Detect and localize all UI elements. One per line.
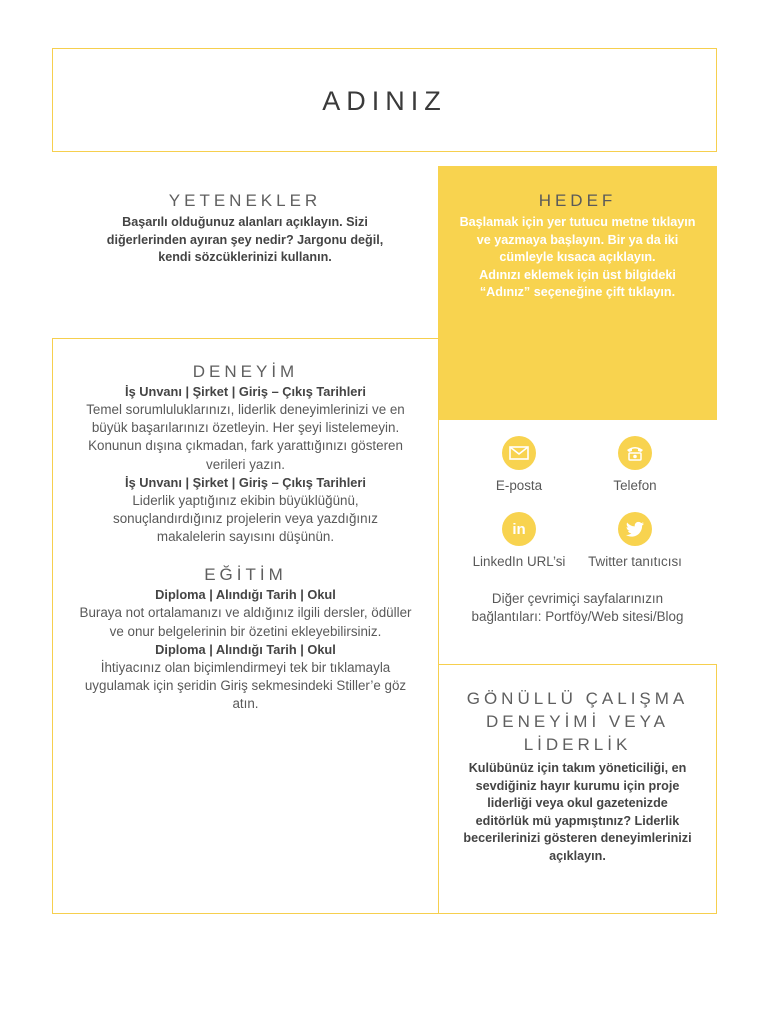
twitter-item[interactable] (570, 512, 700, 569)
objective-text-1[interactable]: Başlamak için yer tutucu metne tıklayın ve yazmaya başlayın. Bir ya da iki cümleyle kısaca açıklayın. (459, 215, 696, 264)
skills-text[interactable]: Başarılı olduğunuz alanları açıklayın. Sizi diğerlerinden ayıran şey nedir? Jargonu değil, kendi sözcüklerinizi kullanın. (106, 215, 384, 264)
email-label: E-posta (495, 478, 543, 493)
job-title[interactable]: İş Unvanı | Şirket | Giriş – Çıkış Tarihleri (125, 384, 366, 399)
job-description[interactable]: Temel sorumluluklarınızı, liderlik deneyimlerinizi ve en büyük başarılarınızı özetleyin. Her şeyi listelemeyin. Konunun dışına çıkmadan, fark yarattığınızı gösteren verileri yazın. (86, 402, 405, 472)
degree-title[interactable]: Diploma | Alındığı Tarih | Okul (155, 587, 336, 603)
twitter-icon (618, 512, 652, 546)
degree-description[interactable]: İhtiyacınız olan biçimlendirmeyi tek bir tıklamayla uygulamak için şeridin Giriş sekmesindeki Stiller’e göz atın. (84, 659, 407, 712)
objective-section (438, 166, 717, 420)
volunteer-text[interactable]: Kulübünüz için takım yöneticiliği, en sevdiğiniz hayır kurumu için proje liderliği veya okul gazetenizde editörlük mü yapmıştınız? Liderlik becerilerinizi gösteren deneyimlerinizi açıklayın. (463, 761, 692, 863)
objective-text-2[interactable]: Adınızı eklemek için üst bilgideki “Adınız” seçeneğine çift tıklayın. (479, 267, 676, 299)
skills-section (52, 166, 438, 336)
skills-heading: YETENEKLER (168, 191, 322, 210)
linkedin-icon: in (502, 512, 536, 546)
email-item[interactable] (454, 436, 584, 493)
job-description[interactable]: Liderlik yaptığınız ekibin büyüklüğünü, sonuçlandırdığınız projelerin veya yazdığınız makalelerin sayısını düşünün. (113, 492, 378, 545)
telephone-icon (618, 436, 652, 470)
phone-label: Telefon (613, 478, 657, 493)
other-links-text[interactable]: Diğer çevrimiçi sayfalarınızın bağlantıları: Portföy/Web sitesi/Blog (471, 591, 684, 625)
volunteer-section (438, 664, 717, 914)
education-heading: EĞİTİM (204, 565, 287, 585)
experience-heading: DENEYİM (192, 362, 299, 381)
phone-item[interactable] (570, 436, 700, 493)
degree-description[interactable]: Buraya not ortalamanızı ve aldığınız ilgili dersler, ödüller ve onur belgelerinin bir özetini ekleyebilirsiniz. (79, 605, 412, 639)
linkedin-label: LinkedIn URL’si (472, 554, 566, 569)
name-title[interactable]: ADINIZ (322, 85, 447, 116)
twitter-label: Twitter tanıtıcısı (588, 554, 682, 569)
experience-section (52, 338, 439, 914)
contact-section (438, 420, 717, 664)
linkedin-item[interactable] (454, 512, 584, 569)
name-header (52, 48, 717, 152)
volunteer-heading: GÖNÜLLÜ ÇALIŞMA DENEYİMİ VEYA LİDERLİK (466, 689, 689, 754)
degree-title[interactable]: Diploma | Alındığı Tarih | Okul (155, 641, 336, 657)
job-title[interactable]: İş Unvanı | Şirket | Giriş – Çıkış Tarihleri (125, 474, 366, 490)
envelope-icon (502, 436, 536, 470)
objective-heading: HEDEF (538, 191, 617, 210)
